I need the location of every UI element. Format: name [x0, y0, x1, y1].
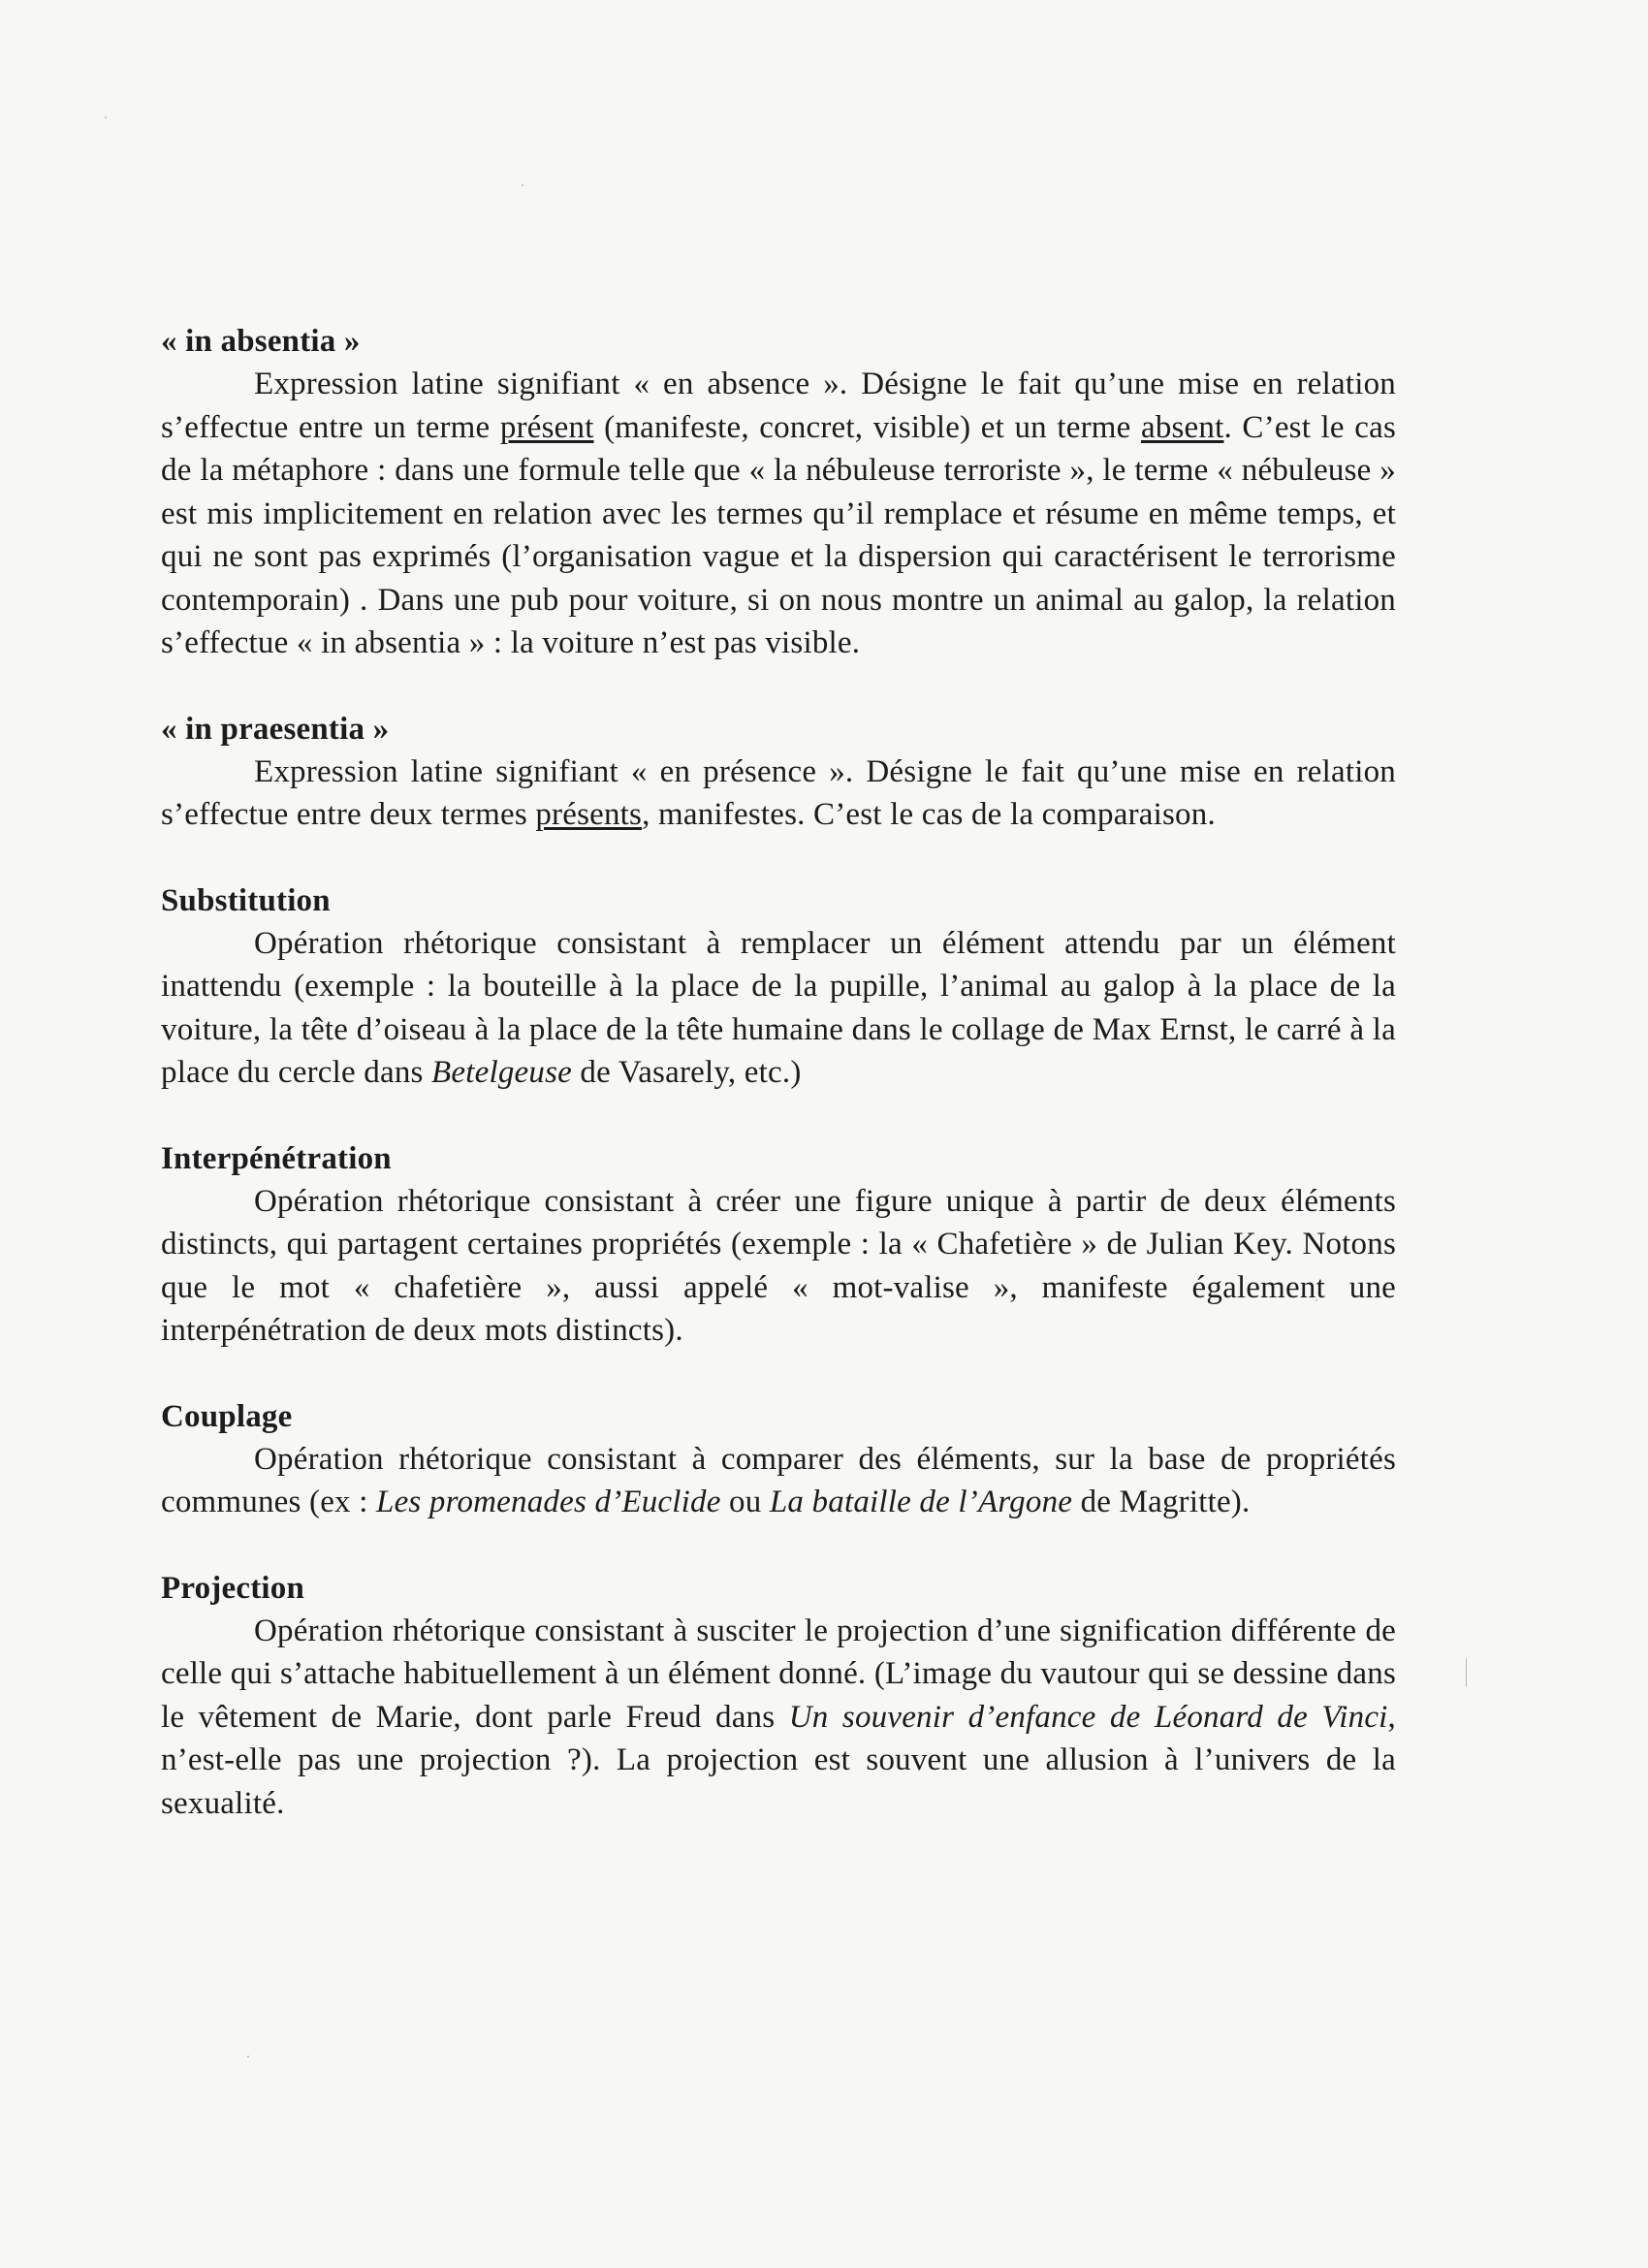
scan-speck	[105, 116, 107, 118]
text-run: Opération rhétorique consistant à comparer des éléments, sur la base de propriétés communes (ex :	[161, 1441, 1396, 1519]
glossary-entry-interpenetration	[161, 1137, 1396, 1353]
entry-definition	[161, 922, 1396, 1095]
entry-title: Substitution	[161, 882, 331, 918]
entry-title: « in praesentia »	[161, 711, 390, 747]
entry-definition	[161, 1610, 1396, 1826]
text-run: (manifeste, concret, visible) et un terme	[593, 409, 1141, 445]
text-run: , n’est-elle pas une projection ?). La projection est souvent une allusion à l’univers de la sexualité.	[161, 1699, 1396, 1821]
text-run: ou	[720, 1485, 770, 1519]
text-run-italic: Betelgeuse	[431, 1055, 572, 1090]
glossary	[161, 320, 1396, 1868]
text-run: Opération rhétorique consistant à susciter le projection d’une signification différente de celle qui s’attache habituellement à un élément donné. (L’image du vautour qui se dessine dans le vêtement de Marie, dont parle Freud dans	[161, 1613, 1396, 1735]
text-run: de Vasarely, etc.)	[571, 1055, 802, 1090]
glossary-entry-substitution	[161, 879, 1396, 1095]
text-run: . C’est le cas de la métaphore : dans une formule telle que « la nébuleuse terroriste », le terme « nébuleuse » est mis implicitement en relation avec les termes qu’il remplace et résume en même temps, et qui ne sont pas exprimés (l’organisation vague et la dispersion qui caractérisent le terrorisme contemporain) . Dans une pub pour voiture, si on nous montre un animal au galop, la relation s’effectue « in absentia » : la voiture n’est pas visible.	[161, 409, 1396, 660]
entry-definition	[161, 1180, 1396, 1353]
entry-title: Interpénétration	[161, 1140, 392, 1176]
entry-title: Couplage	[161, 1398, 293, 1434]
text-run: , manifestes. C’est le cas de la comparaison.	[642, 797, 1216, 832]
entry-definition	[161, 751, 1396, 837]
text-run-underlined: présent	[499, 409, 594, 445]
glossary-entry-couplage	[161, 1395, 1396, 1524]
text-run: Opération rhétorique consistant à remplacer un élément attendu par un élément inattendu (exemple : la bouteille à la place de la pupille, l’animal au galop à la place de la voiture, la tête d’oiseau à la place de la tête humaine dans le collage de Max Ernst, le carré à la place du cercle dans	[161, 925, 1396, 1090]
entry-title: Projection	[161, 1570, 305, 1606]
entry-definition	[161, 1438, 1396, 1524]
glossary-entry-in-praesentia	[161, 708, 1396, 837]
glossary-entry-in-absentia	[161, 320, 1396, 665]
glossary-entry-projection	[161, 1567, 1396, 1826]
text-run: Opération rhétorique consistant à créer une figure unique à partir de deux éléments distincts, qui partagent certaines propriétés (exemple : la « Chafetière » de Julian Key. Notons que le mot « chafetière », aussi appelé « mot-valise », manifeste également une interpénétration de deux mots distincts).	[161, 1183, 1396, 1348]
text-run: de Magritte).	[1072, 1485, 1251, 1519]
text-run-underlined: absent	[1140, 409, 1224, 445]
text-run-italic: Un souvenir d’enfance de Léonard de Vinci	[788, 1699, 1388, 1735]
scan-speck	[247, 2056, 249, 2058]
entry-title: « in absentia »	[161, 324, 361, 359]
text-run: Expression latine signifiant « en absence ». Désigne le fait qu’une mise en relation s’effectue entre un terme	[161, 367, 1396, 445]
scan-speck	[522, 184, 523, 186]
text-run-underlined: présents	[535, 797, 643, 832]
scan-speck	[1466, 1658, 1467, 1687]
text-run-italic: La bataille de l’Argone	[769, 1485, 1073, 1519]
entry-definition	[161, 363, 1396, 665]
text-run: Expression latine signifiant « en présence ». Désigne le fait qu’une mise en relation s’effectue entre deux termes	[161, 753, 1396, 832]
text-run-italic: Les promenades d’Euclide	[376, 1485, 721, 1519]
